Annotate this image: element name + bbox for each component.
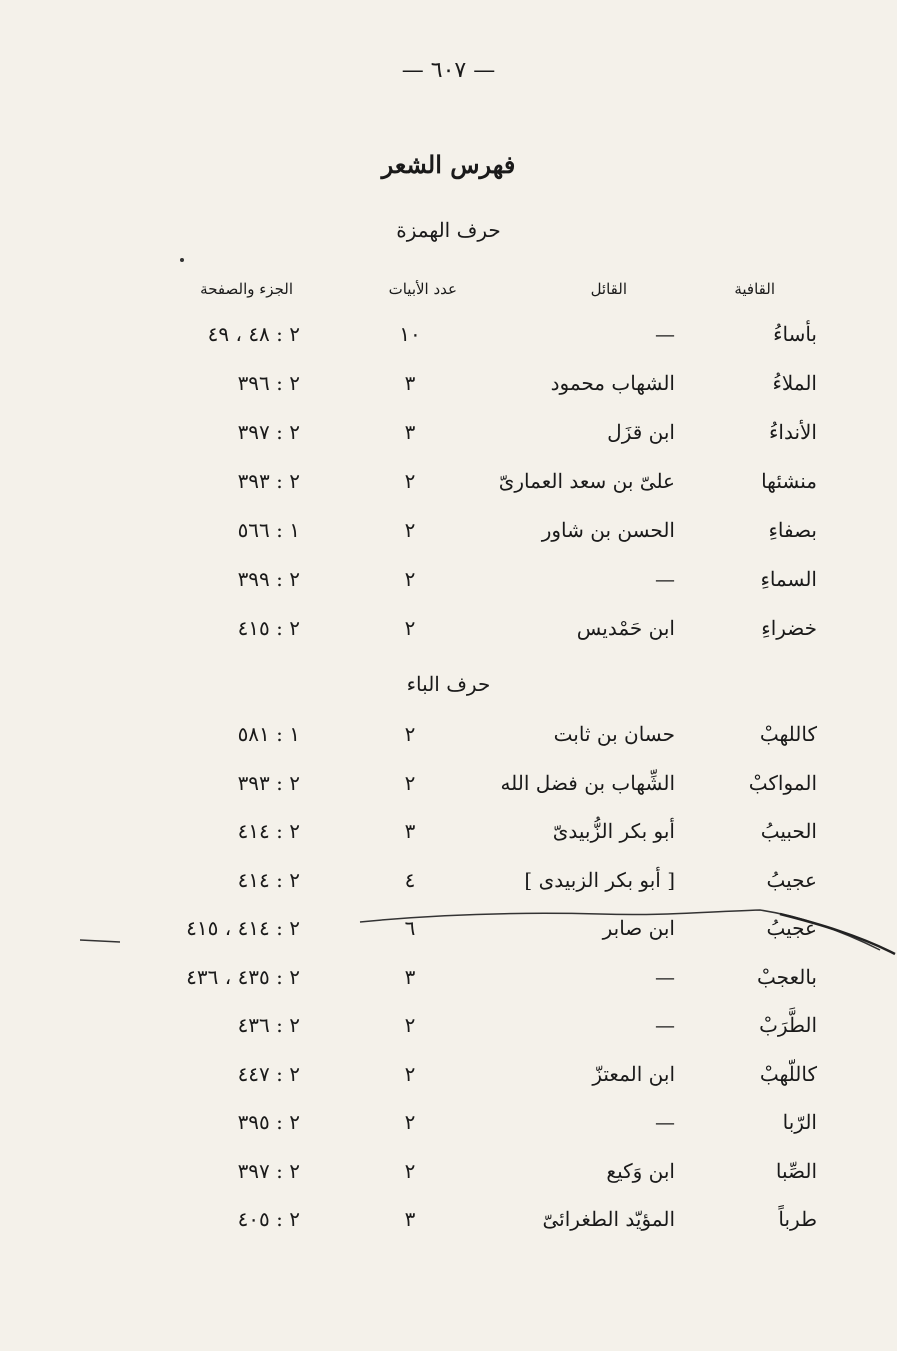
poet-cell: الشهاب محمود bbox=[550, 371, 675, 395]
volume-page-cell: ٢ : ٤٤٧ bbox=[237, 1061, 300, 1086]
section-title-baa: حرف الباء bbox=[406, 672, 491, 696]
poet-cell: حسان بن ثابت bbox=[553, 722, 675, 746]
verse-count-cell: ٢ bbox=[404, 1061, 416, 1086]
header-verse-count: عدد الأبيات bbox=[388, 280, 457, 298]
rhyme-cell: الصِّبا bbox=[775, 1158, 817, 1183]
verse-count-cell: ٢ bbox=[404, 722, 416, 746]
table-row bbox=[0, 1062, 897, 1102]
rhyme-cell: طرباً bbox=[778, 1207, 817, 1231]
volume-page-cell: ٢ : ٤٨ ، ٤٩ bbox=[207, 322, 300, 346]
poet-cell: [ أبو بكر الزبيدى ] bbox=[524, 867, 675, 892]
table-row bbox=[0, 616, 897, 656]
table-row bbox=[0, 819, 897, 859]
table-row bbox=[0, 1207, 897, 1247]
volume-page-cell: ٢ : ٤١٤ bbox=[237, 867, 300, 892]
verse-count-cell: ٢ bbox=[404, 1110, 416, 1134]
table-row bbox=[0, 1159, 897, 1199]
verse-count-cell: ٢ bbox=[404, 1158, 416, 1183]
poet-cell: — bbox=[655, 567, 675, 591]
rhyme-cell: المواكبْ bbox=[748, 770, 817, 795]
verse-count-cell: ٣ bbox=[404, 1207, 416, 1231]
table-row bbox=[0, 1110, 897, 1150]
poet-cell: — bbox=[655, 322, 675, 346]
page-number: — ٦٠٧ — bbox=[401, 58, 496, 83]
volume-page-cell: ١ : ٥٦٦ bbox=[237, 518, 300, 542]
poet-cell: — bbox=[655, 1110, 675, 1134]
volume-page-cell: ٢ : ٣٩٥ bbox=[237, 1110, 300, 1134]
poet-cell: ابن حَمْديس bbox=[576, 616, 675, 640]
rhyme-cell: عجيبُ bbox=[766, 867, 817, 892]
rhyme-cell: الطَّرَبْ bbox=[759, 1013, 817, 1037]
poet-cell: أبو بكر الزُّبيدىّ bbox=[552, 819, 675, 843]
table-row bbox=[0, 420, 897, 460]
volume-page-cell: ٢ : ٣٩٧ bbox=[237, 420, 300, 444]
volume-page-cell: ١ : ٥٨١ bbox=[237, 722, 300, 746]
poet-cell: — bbox=[655, 1013, 675, 1037]
verse-count-cell: ٦ bbox=[404, 916, 416, 940]
verse-count-cell: ٣ bbox=[404, 819, 416, 843]
table-row bbox=[0, 916, 897, 956]
volume-page-cell: ٢ : ٣٩٧ bbox=[237, 1158, 300, 1183]
volume-page-cell: ٢ : ٤٣٦ bbox=[237, 1013, 300, 1037]
table-row bbox=[0, 469, 897, 509]
verse-count-cell: ٣ bbox=[404, 964, 416, 989]
volume-page-cell: ٢ : ٤٠٥ bbox=[237, 1207, 300, 1231]
table-row bbox=[0, 322, 897, 362]
table-row bbox=[0, 567, 897, 607]
volume-page-cell: ٢ : ٣٩٣ bbox=[237, 469, 300, 493]
header-volume-page: الجزء والصفحة bbox=[200, 280, 293, 298]
verse-count-cell: ١٠ bbox=[399, 322, 421, 346]
poet-cell: ابن قزَل bbox=[607, 420, 675, 444]
rhyme-cell: كاللهبْ bbox=[759, 722, 817, 746]
volume-page-cell: ٢ : ٤٣٥ ، ٤٣٦ bbox=[186, 964, 300, 989]
rhyme-cell: عجيبُ bbox=[766, 916, 817, 940]
page-title: فهرس الشعر bbox=[381, 150, 516, 179]
rhyme-cell: الرّبا bbox=[782, 1110, 817, 1134]
rhyme-cell: بالعجبْ bbox=[757, 964, 817, 989]
poet-cell: الحسن بن شاور bbox=[541, 518, 675, 542]
rhyme-cell: الحبيبُ bbox=[760, 819, 817, 843]
volume-page-cell: ٢ : ٣٩٩ bbox=[237, 567, 300, 591]
verse-count-cell: ٢ bbox=[404, 469, 416, 493]
verse-count-cell: ٢ bbox=[404, 616, 416, 640]
verse-count-cell: ٤ bbox=[404, 867, 416, 892]
poet-cell: ابن المعتزّ bbox=[592, 1061, 675, 1086]
column-headers bbox=[0, 280, 897, 310]
ink-speck bbox=[180, 258, 184, 262]
volume-page-cell: ٢ : ٤١٤ bbox=[237, 819, 300, 843]
poet-cell: ابن صابر bbox=[602, 916, 675, 940]
poet-cell: ابن وَكيع bbox=[606, 1158, 675, 1183]
rhyme-cell: منشئها bbox=[761, 469, 817, 493]
volume-page-cell: ٢ : ٣٩٣ bbox=[237, 770, 300, 795]
header-poet: القائل bbox=[590, 280, 627, 298]
verse-count-cell: ٣ bbox=[404, 420, 416, 444]
rhyme-cell: السماءِ bbox=[760, 567, 817, 591]
verse-count-cell: ٣ bbox=[404, 371, 416, 395]
volume-page-cell: ٢ : ٤١٥ bbox=[237, 616, 300, 640]
poet-cell: الشِّهاب بن فضل الله bbox=[500, 770, 675, 795]
table-row bbox=[0, 1013, 897, 1053]
table-row bbox=[0, 518, 897, 558]
header-rhyme: القافية bbox=[734, 280, 775, 298]
table-row bbox=[0, 868, 897, 908]
poet-cell: علىّ بن سعد العمارىّ bbox=[498, 469, 675, 493]
volume-page-cell: ٢ : ٤١٤ ، ٤١٥ bbox=[186, 916, 300, 940]
table-row bbox=[0, 371, 897, 411]
poet-cell: — bbox=[655, 964, 675, 989]
verse-count-cell: ٢ bbox=[404, 1013, 416, 1037]
verse-count-cell: ٢ bbox=[404, 518, 416, 542]
table-row bbox=[0, 722, 897, 762]
poet-cell: المؤيّد الطغرائىّ bbox=[542, 1207, 675, 1231]
table-row bbox=[0, 965, 897, 1005]
rhyme-cell: كاللّهبْ bbox=[759, 1061, 817, 1086]
verse-count-cell: ٢ bbox=[404, 770, 416, 795]
rhyme-cell: الأنداءُ bbox=[769, 420, 817, 444]
section-title-hamza: حرف الهمزة bbox=[396, 218, 501, 242]
rhyme-cell: بأساءُ bbox=[773, 322, 817, 346]
rhyme-cell: خضراءِ bbox=[761, 616, 817, 640]
volume-page-cell: ٢ : ٣٩٦ bbox=[237, 371, 300, 395]
rhyme-cell: الملاءُ bbox=[772, 371, 817, 395]
table-row bbox=[0, 771, 897, 811]
rhyme-cell: بصفاءِ bbox=[768, 518, 817, 542]
verse-count-cell: ٢ bbox=[404, 567, 416, 591]
